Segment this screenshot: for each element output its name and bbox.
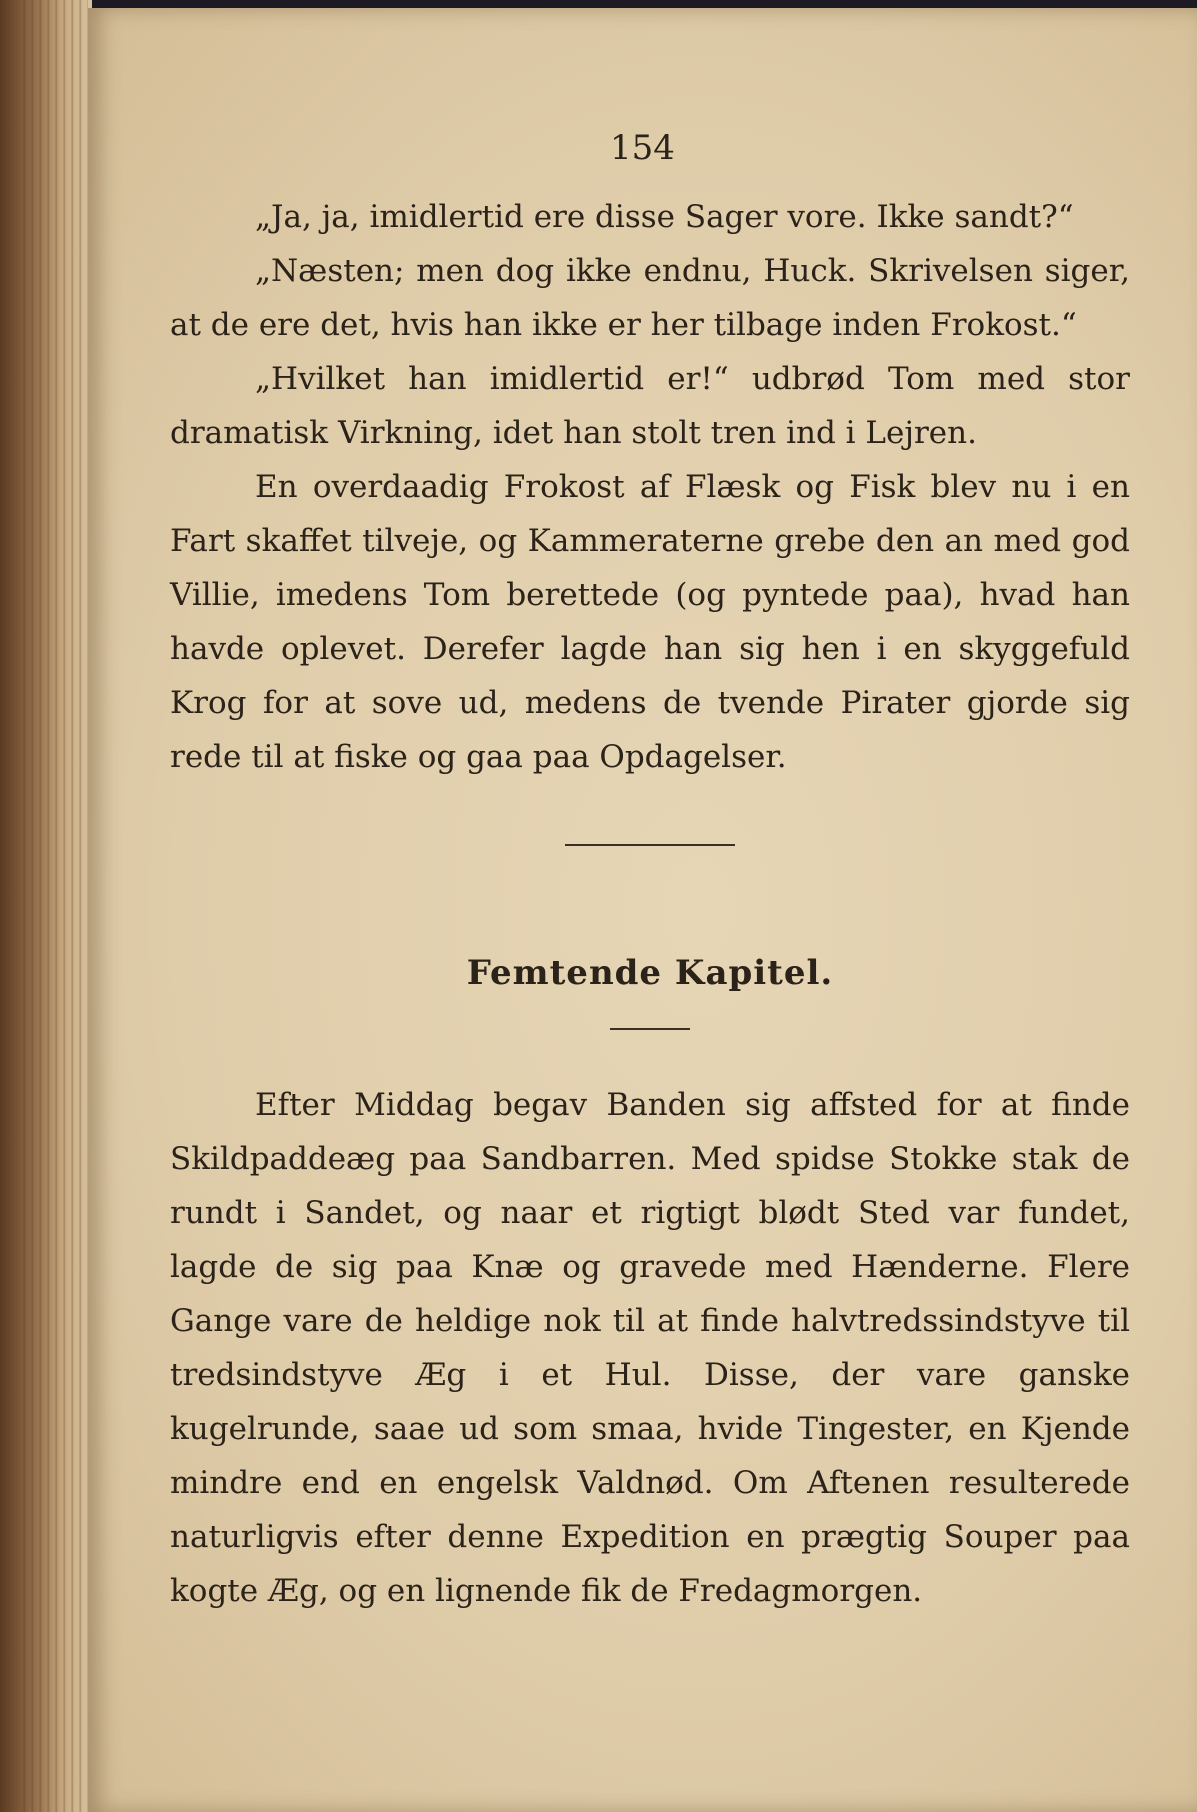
- paragraph-5: Efter Middag begav Banden sig affsted for at finde Skildpaddeæg paa Sandbarren. Med spidse Stokke stak de rundt i Sandet, og naar et rigtigt blødt Sted var fundet, lagde de sig paa Knæ og gravede med Hænderne. Flere Gange vare de heldige nok til at finde halvtredssindstyve til tredsindstyve Æg i et Hul. Disse, der vare ganske kugelrunde, saae ud som smaa, hvide Tingester, en Kjende mindre end en engelsk Valdnød. Om Aftenen resulterede naturligvis efter denne Expedition en prægtig Souper paa kogte Æg, og en lignende fik de Fredagmorgen.: [170, 1087, 1130, 1609]
- page-body: [170, 190, 1130, 1618]
- page-stack-lines: [18, 0, 88, 1812]
- paragraph-1: „Ja, ja, imidlertid ere disse Sager vore. Ikke sandt?“: [255, 199, 1074, 235]
- chapter-heading: Femtende Kapitel.: [466, 953, 834, 993]
- heading-underline: [610, 1028, 690, 1030]
- paragraph-2: „Næsten; men dog ikke endnu, Huck. Skrivelsen siger, at de ere det, hvis han ikke er her tilbage inden Frokost.“: [170, 253, 1130, 343]
- page-number: 154: [610, 128, 675, 168]
- paragraph-4: En overdaadig Frokost af Flæsk og Fisk blev nu i en Fart skaffet tilveje, og Kammeraterne grebe den an med god Villie, imedens Tom berettede (og pyntede paa), hvad han havde oplevet. Derefer lagde han sig hen i en skyggefuld Krog for at sove ud, medens de tvende Pirater gjorde sig rede til at fiske og gaa paa Opdagelser.: [170, 469, 1130, 775]
- section-divider: [565, 844, 735, 846]
- paragraph-3: „Hvilket han imidlertid er!“ udbrød Tom med stor dramatisk Virkning, idet han stolt tren ind i Lejren.: [170, 361, 1130, 451]
